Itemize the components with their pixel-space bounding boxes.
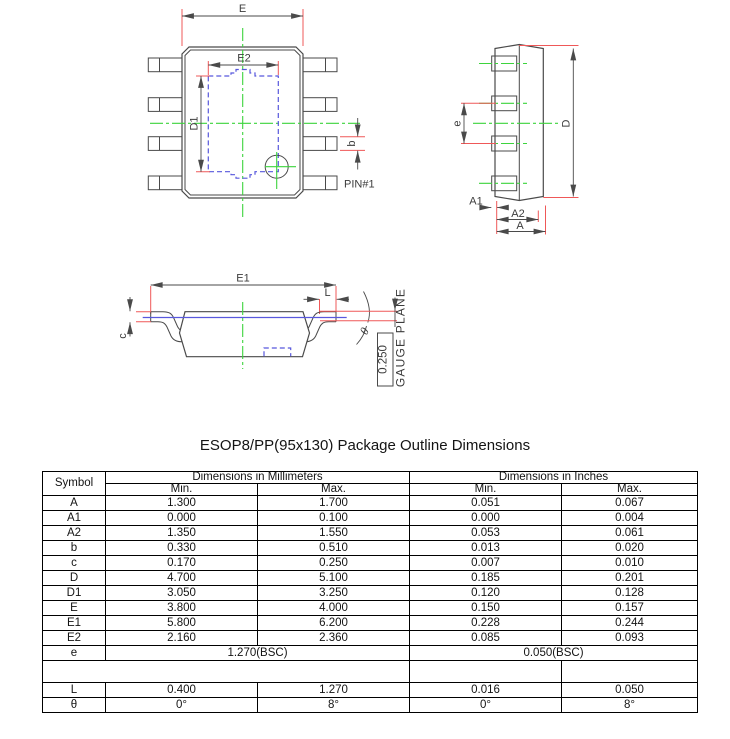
table-cell: e [43, 646, 106, 661]
table-row [43, 511, 698, 526]
dim-theta [357, 292, 373, 345]
table-cell: 3.250 [258, 586, 410, 601]
table-cell: 4.700 [106, 571, 258, 586]
label-e: e [451, 120, 464, 127]
label-L: L [324, 287, 331, 299]
header-mm: Dimensions in Millimeters [106, 472, 410, 484]
table-cell: A1 [43, 511, 106, 526]
table-row [43, 571, 698, 586]
dim-L [304, 287, 350, 299]
table-cell: 0.093 [562, 631, 698, 646]
package-body-front [180, 312, 310, 357]
table-cell: 2.160 [106, 631, 258, 646]
table-cell: 1.270(BSC) [106, 646, 410, 661]
table-cell: 0.013 [410, 541, 562, 556]
table-cell: 0.010 [562, 556, 698, 571]
table-cell: 0.510 [258, 541, 410, 556]
table-row [43, 631, 698, 646]
table-cell: 5.100 [258, 571, 410, 586]
table-cell: 0.250 [258, 556, 410, 571]
table-cell: E [43, 601, 106, 616]
table-cell: 6.200 [258, 616, 410, 631]
header-inches: Dimensions in Inches [410, 472, 698, 484]
top-view [148, 3, 374, 217]
table-cell: 0.400 [106, 683, 258, 698]
label-A2: A2 [511, 208, 525, 220]
table-cell: 3.050 [106, 586, 258, 601]
dim-E1 [151, 273, 336, 315]
table-cell: D1 [43, 586, 106, 601]
table-row [43, 661, 698, 683]
table-row [43, 698, 698, 713]
label-D: D [560, 119, 573, 128]
table-cell: 1.270 [258, 683, 410, 698]
table-cell: 0.051 [410, 496, 562, 511]
table-cell: 0.185 [410, 571, 562, 586]
table-row [43, 541, 698, 556]
table-cell: 8° [562, 698, 698, 713]
table-cell: 0.007 [410, 556, 562, 571]
label-A1: A1 [469, 195, 483, 208]
table-row [43, 586, 698, 601]
table-cell: 0.201 [562, 571, 698, 586]
table-header-row [43, 472, 698, 484]
package-body-side [495, 45, 543, 201]
table-cell: 0.000 [410, 511, 562, 526]
label-D1: D1 [188, 116, 201, 131]
table-cell: A2 [43, 526, 106, 541]
table-cell: 0.067 [562, 496, 698, 511]
dim-D [519, 46, 579, 198]
table-cell: 0.170 [106, 556, 258, 571]
table-cell: 0.120 [410, 586, 562, 601]
table-cell: 0.244 [562, 616, 698, 631]
label-b: b [346, 140, 358, 147]
page-title: ESOP8/PP(95x130) Package Outline Dimensions [199, 437, 531, 454]
table-row [43, 526, 698, 541]
table-cell: 3.800 [106, 601, 258, 616]
label-gauge-plane: GAUGE PLANE [393, 287, 408, 388]
label-pin1: PIN#1 [344, 178, 375, 191]
gauge-plane-annotation [320, 288, 408, 387]
dimensions-table-body [43, 496, 698, 713]
table-cell: 0.020 [562, 541, 698, 556]
table-cell [43, 661, 410, 683]
table-cell: 0° [106, 698, 258, 713]
table-cell [410, 661, 562, 683]
front-view [117, 273, 408, 388]
table-cell: 8° [258, 698, 410, 713]
table-cell: 0.053 [410, 526, 562, 541]
table-cell: 0.004 [562, 511, 698, 526]
table-cell: 0.050(BSC) [410, 646, 698, 661]
table-cell: 4.000 [258, 601, 410, 616]
header-in-max: Max. [562, 484, 698, 496]
table-cell: θ [43, 698, 106, 713]
label-theta: θ [356, 325, 373, 338]
table-cell: E2 [43, 631, 106, 646]
table-cell: 1.350 [106, 526, 258, 541]
table-row [43, 646, 698, 661]
table-cell: 0.016 [410, 683, 562, 698]
header-in-min: Min. [410, 484, 562, 496]
table-cell: 1.700 [258, 496, 410, 511]
table-cell: 0.000 [106, 511, 258, 526]
table-cell: b [43, 541, 106, 556]
label-c: c [117, 333, 129, 339]
table-cell: E1 [43, 616, 106, 631]
table-cell: D [43, 571, 106, 586]
table-cell [562, 661, 698, 683]
table-cell: 0.085 [410, 631, 562, 646]
table-cell: 5.800 [106, 616, 258, 631]
table-cell: 0.061 [562, 526, 698, 541]
label-A: A [516, 220, 524, 232]
table-cell: c [43, 556, 106, 571]
table-row [43, 683, 698, 698]
dimensions-table [42, 471, 698, 713]
label-E2: E2 [237, 52, 251, 65]
table-cell: 1.550 [258, 526, 410, 541]
table-cell: 0.330 [106, 541, 258, 556]
table-row [43, 556, 698, 571]
table-row [43, 601, 698, 616]
dim-b [340, 118, 365, 170]
table-cell: 0.150 [410, 601, 562, 616]
table-cell: L [43, 683, 106, 698]
table-cell: A [43, 496, 106, 511]
header-mm-max: Max. [258, 484, 410, 496]
table-cell: 1.300 [106, 496, 258, 511]
table-cell: 0.100 [258, 511, 410, 526]
header-symbol: Symbol [43, 472, 106, 496]
table-cell: 0° [410, 698, 562, 713]
label-E1: E1 [236, 272, 250, 285]
table-cell: 0.050 [562, 683, 698, 698]
table-row [43, 616, 698, 631]
label-gauge-offset: 0.250 [377, 345, 390, 374]
table-cell: 0.228 [410, 616, 562, 631]
table-subheader-row [43, 484, 698, 496]
side-view [452, 45, 579, 235]
label-E: E [238, 3, 247, 15]
table-cell: 0.128 [562, 586, 698, 601]
centerlines-side-view [473, 64, 560, 184]
header-mm-min: Min. [106, 484, 258, 496]
table-cell: 0.157 [562, 601, 698, 616]
table-cell: 2.360 [258, 631, 410, 646]
table-row [43, 496, 698, 511]
